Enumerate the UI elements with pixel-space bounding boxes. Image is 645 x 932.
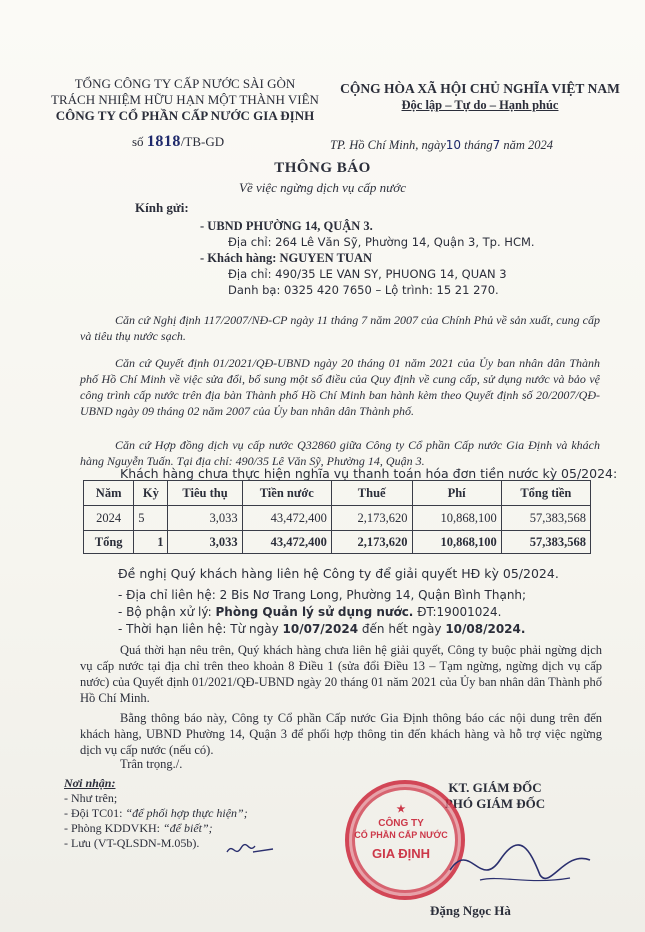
distribution-item: - Lưu (VT-QLSDN-M.05b).	[64, 836, 200, 850]
org-parent-type: TRÁCH NHIỆM HỮU HẠN MỘT THÀNH VIÊN	[51, 92, 319, 107]
recipient-ward: - UBND PHƯỜNG 14, QUẬN 3.	[200, 219, 373, 233]
seal-line-2: CỔ PHẦN CẤP NƯỚC	[354, 830, 448, 840]
addressee-block	[200, 218, 535, 298]
nation-header	[330, 80, 630, 114]
recipient-customer: - Khách hàng: NGUYEN TUAN	[200, 251, 373, 265]
handwritten-signature	[440, 830, 600, 900]
notice-paragraph: Bằng thông báo này, Công ty Cổ phần Cấp nước Gia Định thông báo các nội dung trên đến khách hàng, UBND Phường 14, Quận 3 để phối hợp thông tin đến khách hàng và hỗ trợ việc ngừng dịch vụ cấp nước (nếu có).	[80, 711, 602, 757]
nation-title: CỘNG HÒA XÃ HỘI CHỦ NGHĨA VIỆT NAM	[340, 81, 620, 96]
signer-name: Đặng Ngọc Hà	[430, 903, 511, 918]
distribution-item: - Đội TC01: “để phối hợp thực hiện”;	[64, 806, 248, 820]
col-period: Kỳ	[134, 481, 168, 506]
signature-title: KT. GIÁM ĐỐC	[448, 780, 542, 795]
distribution-list	[64, 776, 248, 851]
distribution-item: - Phòng KDDVKH: “để biết”;	[64, 821, 213, 835]
legal-basis-2: Căn cứ Quyết định 01/2021/QĐ-UBND ngày 20 tháng 01 năm 2021 của Ủy ban nhân dân Thành phố Hồ Chí Minh về việc sửa đổi, bổ sung một số điều của Quy định về cung cấp, sử dụng nước và bảo vệ công trình cấp nước trên địa bàn Thành phố Hồ Chí Minh ban hành kèm theo Quyết định số 20/2007/QĐ-UBND ngày 09 tháng 02 năm 2007 của Ủy ban nhân dân Thành phố.	[80, 356, 600, 418]
legal-basis-1: Căn cứ Nghị định 117/2007/NĐ-CP ngày 11 tháng 7 năm 2007 của Chính Phủ về sản xuất, cung cấp và tiêu thụ nước sạch.	[80, 313, 600, 343]
legal-basis-3: Căn cứ Hợp đồng dịch vụ cấp nước Q32860 giữa Công ty Cổ phần Cấp nước Gia Định và khách hàng Nguyễn Tuấn. Tại địa chỉ: 490/35 Lê Văn Sỹ, Phường 14, Quận 3.	[80, 438, 600, 468]
recipient-ward-address: Địa chỉ: 264 Lê Văn Sỹ, Phường 14, Quận 3, Tp. HCM.	[228, 235, 535, 249]
document-title: THÔNG BÁO	[274, 160, 371, 176]
org-parent: TỔNG CÔNG TY CẤP NƯỚC SÀI GÒN	[74, 76, 296, 91]
document-subtitle: Về việc ngừng dịch vụ cấp nước	[239, 180, 406, 195]
seal-line-1: CÔNG TY	[378, 818, 424, 829]
col-fee: Phí	[412, 481, 501, 506]
contact-department: - Bộ phận xử lý: Phòng Quản lý sử dụng nước. ĐT:19001024.	[118, 605, 502, 619]
company-seal: ★ CÔNG TY CỔ PHẦN CẤP NƯỚC GIA ĐỊNH	[345, 780, 465, 900]
org-name: CÔNG TY CỔ PHẦN CẤP NƯỚC GIA ĐỊNH	[55, 108, 315, 123]
document-number-value: 1818	[146, 133, 181, 150]
addressee-label: Kính gửi:	[135, 200, 189, 215]
col-total: Tổng tiền	[501, 481, 590, 506]
table-total-row: Tổng 1 3,033 43,472,400 2,173,620 10,868,100 57,383,568	[84, 531, 591, 554]
document-date: TP. Hồ Chí Minh, ngày10 tháng7 năm 2024	[330, 138, 554, 152]
regards: Trân trọng./.	[120, 757, 183, 771]
table-row: 2024 5 3,033 43,472,400 2,173,620 10,868,100 57,383,568	[84, 506, 591, 531]
deadline-paragraph: Quá thời hạn nêu trên, Quý khách hàng chưa liên hệ giải quyết, Công ty buộc phải ngừng dịch vụ cấp nước tại địa chỉ trên theo khoản 8 Điều 1 (sửa đổi Điều 13 – Tạm ngừng, ngừng dịch vụ cấp nước) của Quyết định 01/2021/QĐ-UBND ngày 20 tháng 01 năm 2021 của Ủy ban nhân dân Thành phố Hồ Chí Minh.	[80, 643, 602, 705]
col-year: Năm	[84, 481, 134, 506]
distribution-item: - Như trên;	[64, 791, 118, 805]
contact-deadline: - Thời hạn liên hệ: Từ ngày 10/07/2024 đến hết ngày 10/08/2024.	[118, 622, 526, 636]
col-usage: Tiêu thụ	[168, 481, 242, 506]
signature-role: PHÓ GIÁM ĐỐC	[444, 796, 546, 811]
unpaid-statement: Khách hàng chưa thực hiện nghĩa vụ thanh toán hóa đơn tiền nước kỳ 05/2024:	[120, 466, 618, 481]
col-tax: Thuế	[331, 481, 412, 506]
contact-request: Đề nghị Quý khách hàng liên hệ Công ty để giải quyết HĐ kỳ 05/2024.	[118, 566, 559, 581]
recipient-customer-account: Danh bạ: 0325 420 7650 – Lộ trình: 15 21 270.	[228, 283, 499, 297]
initials-scribble	[225, 840, 275, 860]
contact-address: - Địa chỉ liên hệ: 2 Bis Nơ Trang Long, Phường 14, Quận Bình Thạnh;	[118, 588, 527, 602]
bill-table	[83, 480, 591, 554]
distribution-heading: Nơi nhận:	[64, 776, 116, 790]
table-header-row	[84, 481, 591, 506]
org-header	[40, 76, 330, 124]
col-water-charge: Tiền nước	[242, 481, 331, 506]
recipient-customer-address: Địa chỉ: 490/35 LE VAN SY, PHUONG 14, QUAN 3	[228, 267, 507, 281]
seal-line-3: GIA ĐỊNH	[371, 846, 431, 861]
document-number: số 1818/TB-GD	[132, 133, 225, 150]
nation-motto: Độc lập – Tự do – Hạnh phúc	[401, 98, 559, 112]
